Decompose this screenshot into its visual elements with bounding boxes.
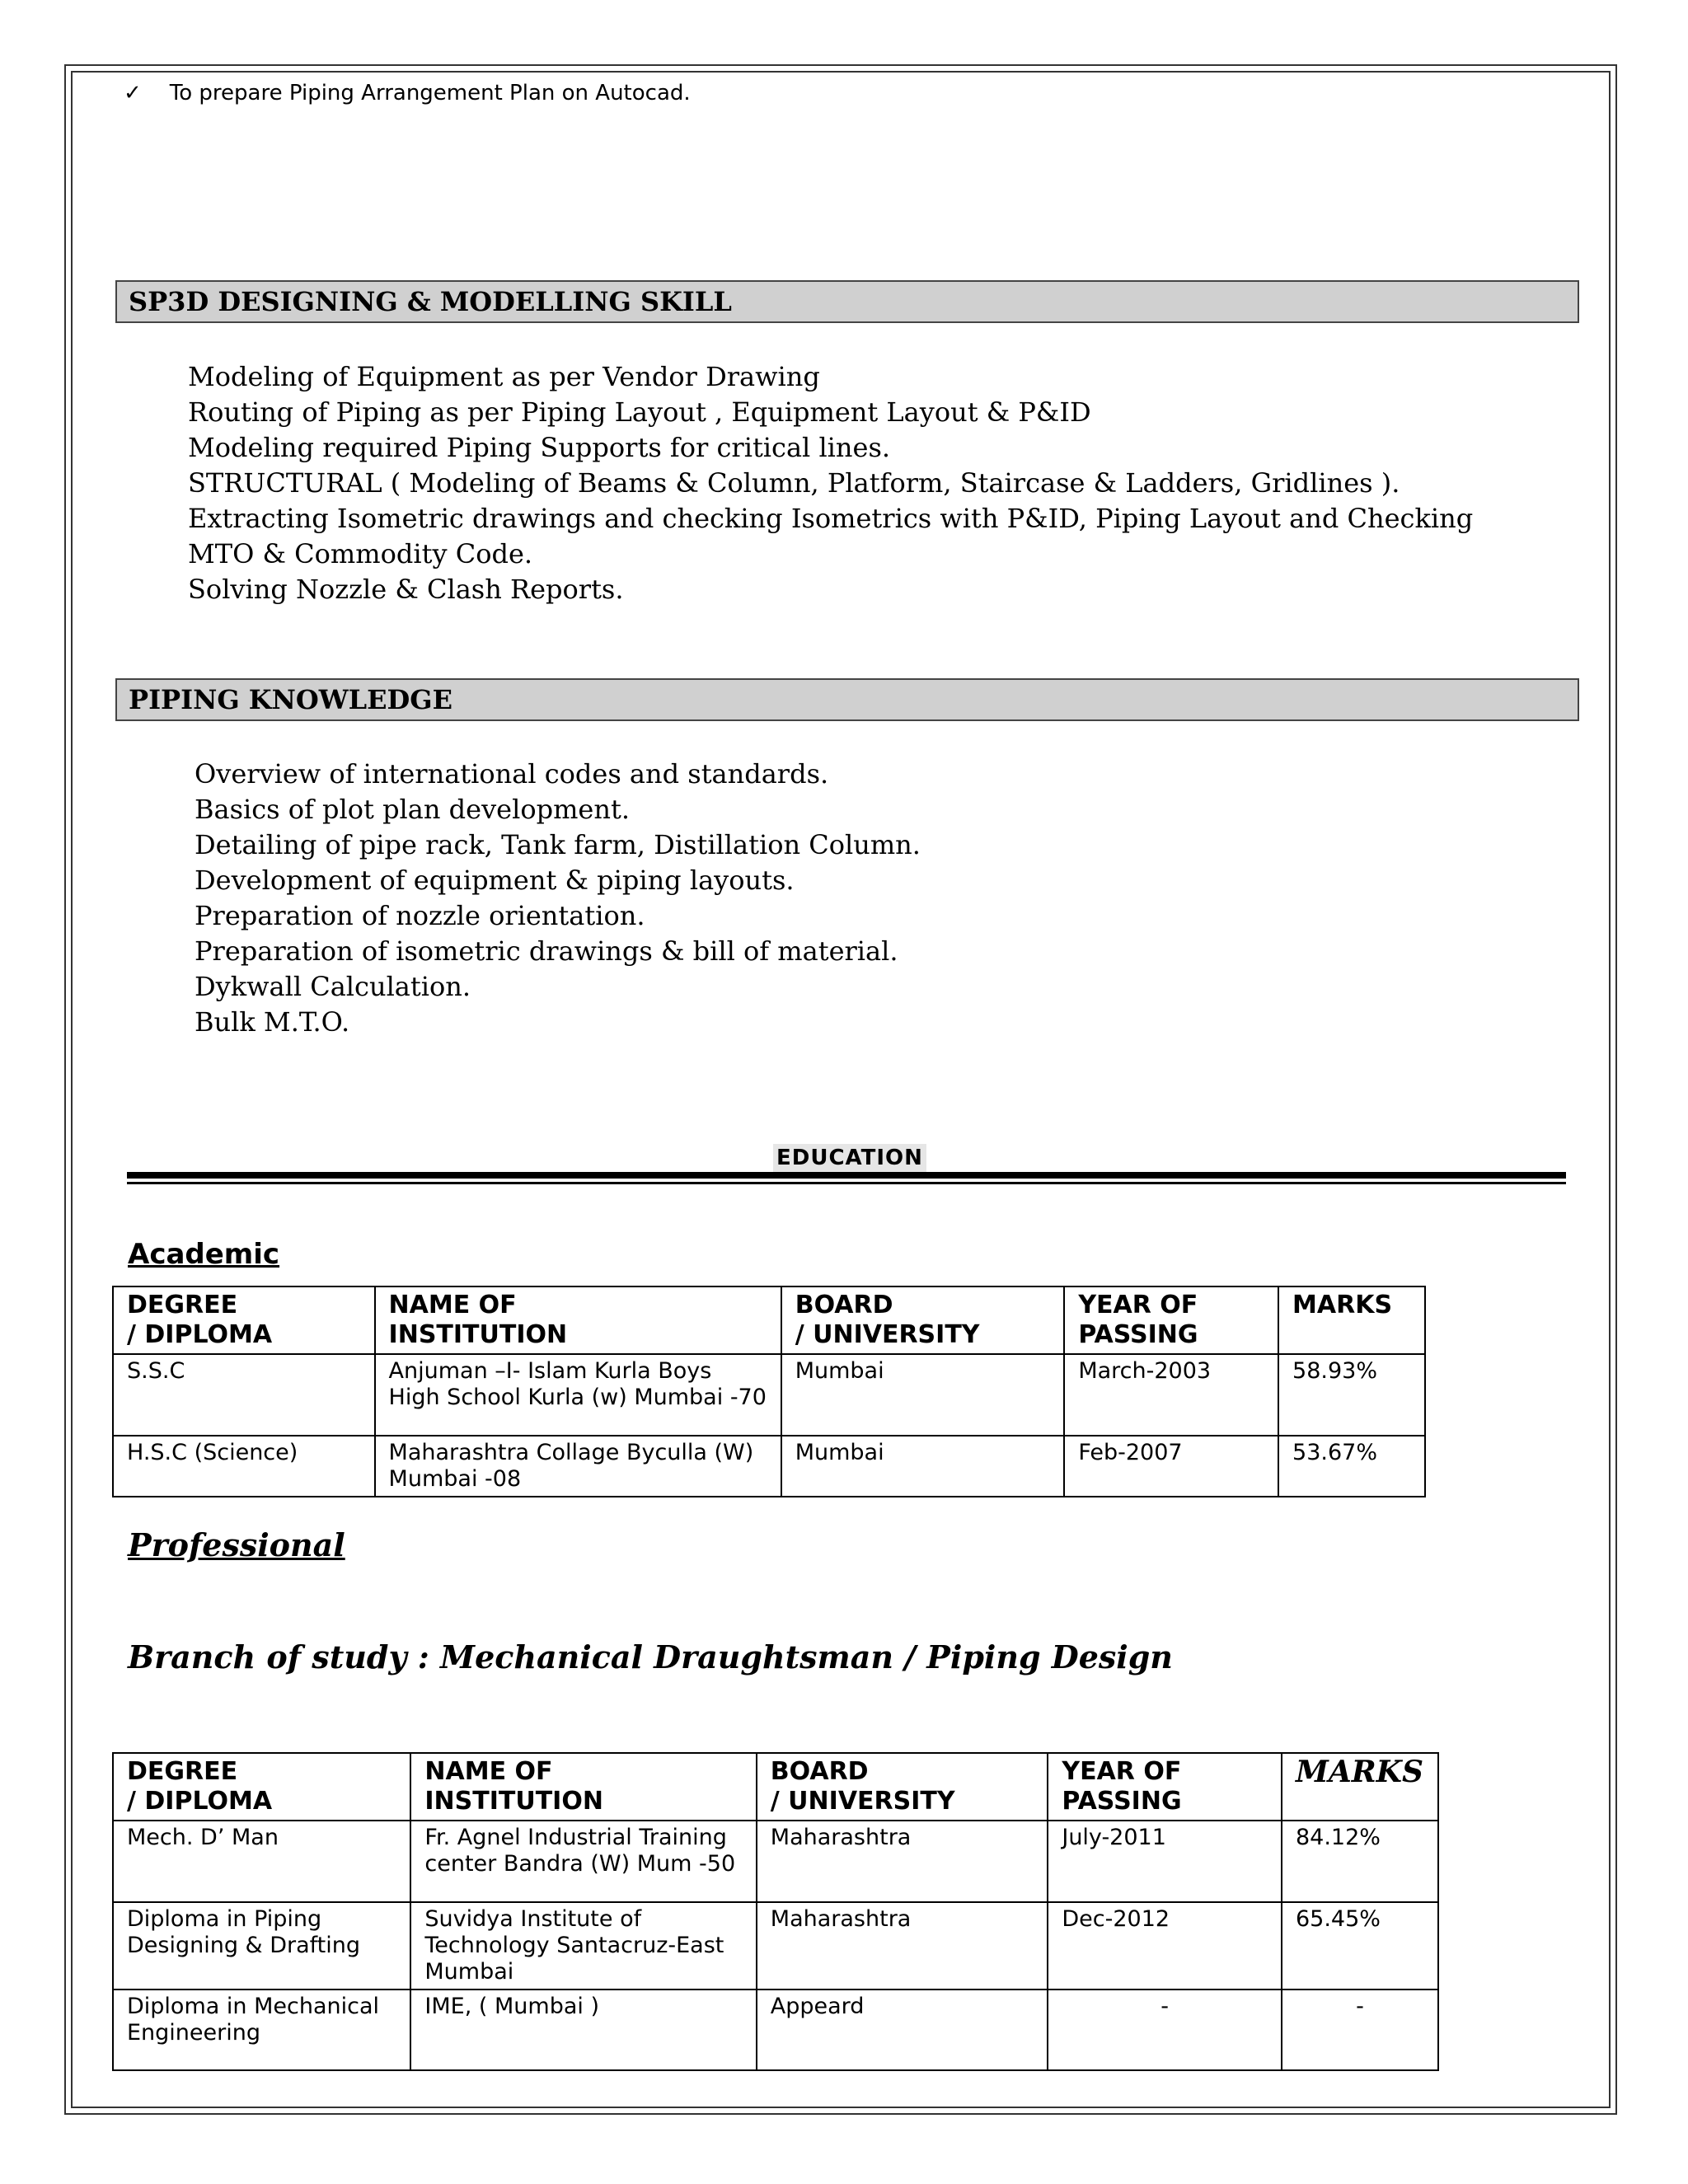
table-cell: H.S.C (Science) (113, 1436, 375, 1497)
piping-knowledge-list (195, 757, 921, 1040)
table-cell: Diploma in Mechanical Engineering (113, 1990, 410, 2070)
table-row (113, 1821, 1438, 1902)
table-cell: Mech. D’ Man (113, 1821, 410, 1902)
education-title: EDUCATION (773, 1144, 926, 1172)
list-item: Overview of international codes and standards. (195, 758, 829, 790)
header-cell: YEAR OF PASSING (1048, 1753, 1282, 1821)
table-row (113, 1990, 1438, 2070)
list-item: Detailing of pipe rack, Tank farm, Distillation Column. (195, 829, 921, 860)
table-cell: Fr. Agnel Industrial Training center Bandra (W) Mum -50 (410, 1821, 756, 1902)
header-cell: DEGREE / DIPLOMA (113, 1286, 375, 1354)
table-row (113, 1354, 1425, 1436)
table-cell: Anjuman –I- Islam Kurla Boys High School Kurla (w) Mumbai -70 (375, 1354, 781, 1436)
list-item: STRUCTURAL ( Modeling of Beams & Column, Platform, Staircase & Ladders, Gridlines ). (188, 467, 1400, 499)
education-rule-thick (127, 1172, 1566, 1179)
table-cell: 58.93% (1278, 1354, 1425, 1436)
table-cell: July-2011 (1048, 1821, 1282, 1902)
branch-label: Branch of study (128, 1638, 407, 1675)
branch-of-study (128, 1638, 1173, 1675)
table-cell: Maharashtra (757, 1902, 1048, 1990)
table-cell: Suvidya Institute of Technology Santacruz-East Mumbai (410, 1902, 756, 1990)
header-cell: DEGREE / DIPLOMA (113, 1753, 410, 1821)
table-cell: - (1048, 1990, 1282, 2070)
list-item: Development of equipment & piping layouts. (195, 865, 795, 896)
list-item: Modeling required Piping Supports for critical lines. (188, 432, 891, 463)
table-cell: Mumbai (781, 1436, 1065, 1497)
table-cell: Dec-2012 (1048, 1902, 1282, 1990)
list-item: Dykwall Calculation. (195, 971, 471, 1002)
piping-knowledge-heading: PIPING KNOWLEDGE (115, 678, 1579, 721)
header-cell: BOARD / UNIVERSITY (757, 1753, 1048, 1821)
header-cell: NAME OF INSTITUTION (375, 1286, 781, 1354)
table-cell: IME, ( Mumbai ) (410, 1990, 756, 2070)
table-header-row (113, 1286, 1425, 1354)
list-item: Preparation of nozzle orientation. (195, 900, 645, 931)
list-item: Modeling of Equipment as per Vendor Drawing (188, 361, 820, 392)
table-row (113, 1436, 1425, 1497)
list-item: Preparation of isometric drawings & bill of material. (195, 935, 898, 967)
table-row (113, 1902, 1438, 1990)
table-cell: 53.67% (1278, 1436, 1425, 1497)
table-cell: Appeard (757, 1990, 1048, 2070)
check-icon: ✓ (124, 81, 142, 105)
header-cell: MARKS (1282, 1753, 1438, 1821)
autocad-bullet-text: To prepare Piping Arrangement Plan on Autocad. (169, 81, 691, 105)
academic-heading: Academic (128, 1238, 280, 1271)
list-item: Extracting Isometric drawings and checking Isometrics with P&ID, Piping Layout and Checking (188, 503, 1474, 534)
sp3d-skill-list (188, 359, 1473, 607)
header-cell: NAME OF INSTITUTION (410, 1753, 756, 1821)
professional-heading: Professional (128, 1526, 345, 1563)
table-cell: 65.45% (1282, 1902, 1438, 1990)
sp3d-skill-heading: SP3D DESIGNING & MODELLING SKILL (115, 280, 1579, 323)
table-cell: Maharashtra (757, 1821, 1048, 1902)
branch-separator: : (406, 1638, 441, 1675)
table-cell: Mumbai (781, 1354, 1065, 1436)
table-cell: Maharashtra Collage Byculla (W) Mumbai -08 (375, 1436, 781, 1497)
branch-value: Mechanical Draughtsman / Piping Design (440, 1638, 1173, 1675)
table-cell: March-2003 (1064, 1354, 1278, 1436)
table-header-row (113, 1753, 1438, 1821)
list-item: MTO & Commodity Code. (188, 538, 533, 569)
header-cell: BOARD / UNIVERSITY (781, 1286, 1065, 1354)
education-rule-thin (127, 1182, 1566, 1184)
table-cell: 84.12% (1282, 1821, 1438, 1902)
academic-table (112, 1286, 1426, 1497)
table-cell: S.S.C (113, 1354, 375, 1436)
header-cell: YEAR OF PASSING (1064, 1286, 1278, 1354)
autocad-bullet (124, 81, 691, 105)
list-item: Bulk M.T.O. (195, 1006, 350, 1038)
table-cell: Diploma in Piping Designing & Drafting (113, 1902, 410, 1990)
table-cell: - (1282, 1990, 1438, 2070)
list-item: Solving Nozzle & Clash Reports. (188, 574, 624, 605)
professional-table (112, 1752, 1439, 2071)
list-item: Basics of plot plan development. (195, 794, 630, 825)
table-cell: Feb-2007 (1064, 1436, 1278, 1497)
list-item: Routing of Piping as per Piping Layout , Equipment Layout & P&ID (188, 396, 1091, 428)
header-cell: MARKS (1278, 1286, 1425, 1354)
